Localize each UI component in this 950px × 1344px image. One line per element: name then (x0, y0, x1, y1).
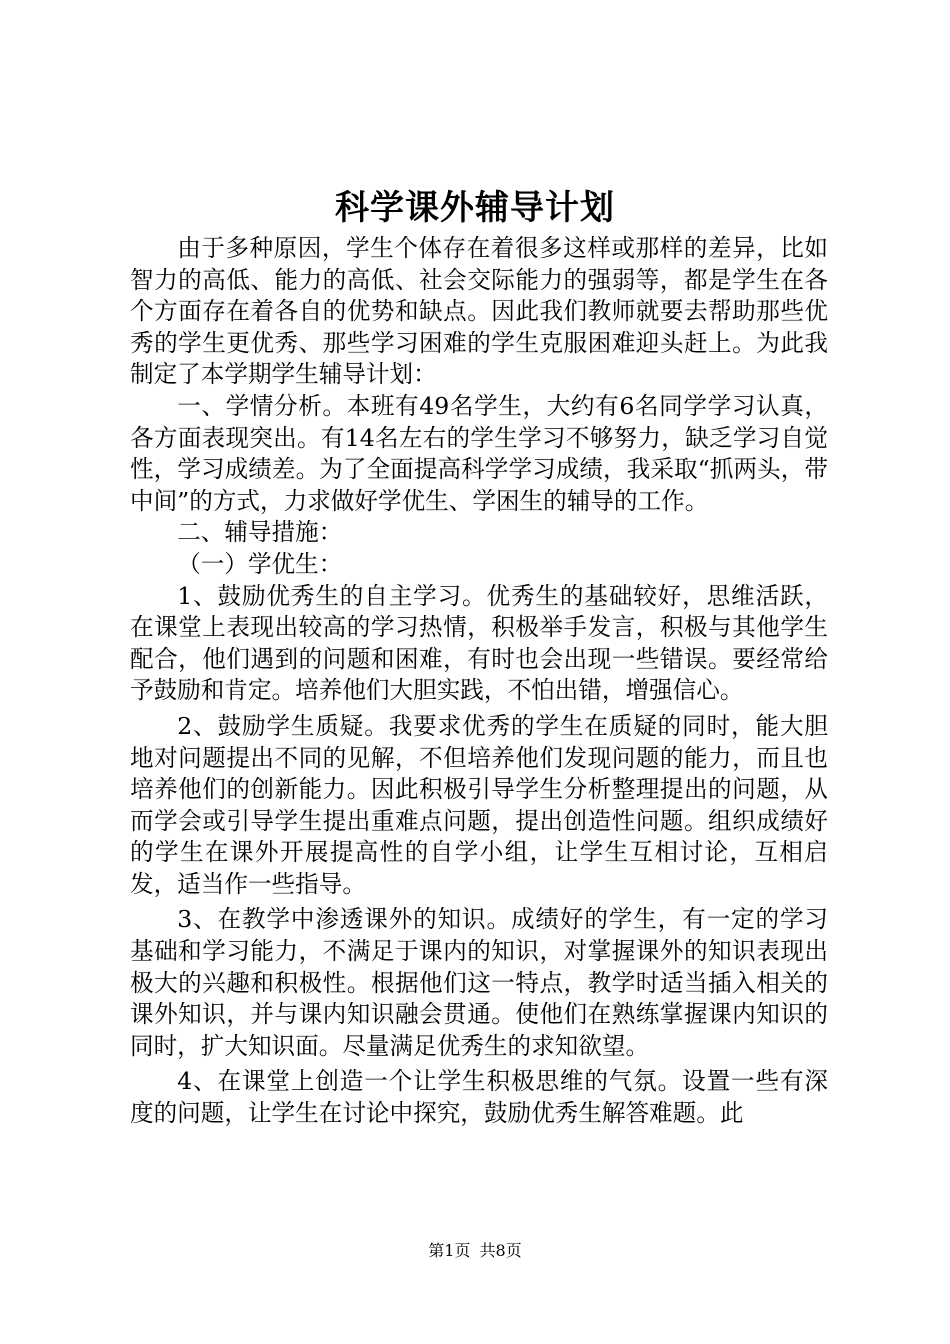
paragraph-item-4: 4、在课堂上创造一个让学生积极思维的气氛。设置一些有深度的问题，让学生在讨论中探究，鼓励优秀生解答难题。此 (130, 1067, 828, 1128)
document-title: 科学课外辅导计划 (335, 188, 615, 228)
paragraph-item-1: 1、鼓励优秀生的自主学习。优秀生的基础较好，思维活跃，在课堂上表现出较高的学习热情，积极举手发言，积极与其他学生配合，他们遇到的问题和困难，有时也会出现一些错误。要经常给予鼓励和肯定。培养他们大胆实践，不怕出错，增强信心。 (130, 581, 828, 705)
paragraph-item-2: 2、鼓励学生质疑。我要求优秀的学生在质疑的同时，能大胆地对问题提出不同的见解，不但培养他们发现问题的能力，而且也培养他们的创新能力。因此积极引导学生分析整理提出的问题，从而学会或引导学生提出重难点问题，提出创造性问题。组织成绩好的学生在课外开展提高性的自学小组，让学生互相讨论，互相启发，适当作一些指导。 (130, 711, 828, 898)
paragraph-situation-analysis: 一、学情分析。本班有49名学生，大约有6名同学学习认真，各方面表现突出。有14名左右的学生学习不够努力，缺乏学习自觉性，学习成绩差。为了全面提高科学学习成绩，我采取“抓两头，带中间”的方式，力求做好学优生、学困生的辅导的工作。 (130, 391, 828, 515)
page-total: 共8页 (479, 1241, 522, 1260)
document-body (130, 233, 828, 1130)
paragraph-top-students-heading: （一）学优生： (177, 549, 343, 578)
paragraph-intro: 由于多种原因，学生个体存在着很多这样或那样的差异，比如智力的高低、能力的高低、社会交际能力的强弱等，都是学生在各个方面存在着各自的优势和缺点。因此我们教师就要去帮助那些优秀的学生更优秀、那些学习困难的学生克服困难迎头赶上。为此我制定了本学期学生辅导计划： (130, 234, 828, 389)
page-footer (0, 1240, 950, 1262)
paragraph-item-3: 3、在教学中渗透课外的知识。成绩好的学生，有一定的学习基础和学习能力，不满足于课内的知识，对掌握课外的知识表现出极大的兴趣和积极性。根据他们这一特点，教学时适当插入相关的课外知识，并与课内知识融会贯通。使他们在熟练掌握课内知识的同时，扩大知识面。尽量满足优秀生的求知欲望。 (130, 905, 828, 1060)
paragraph-measures-heading: 二、辅导措施： (177, 518, 343, 547)
page-number: 第1页 (428, 1241, 471, 1260)
